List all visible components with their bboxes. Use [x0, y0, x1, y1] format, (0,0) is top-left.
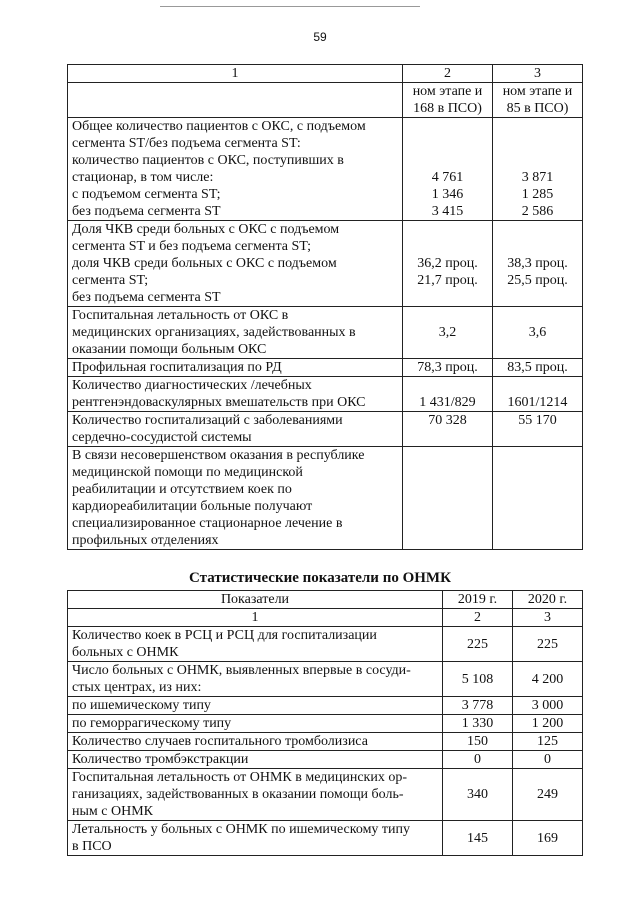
row-value-2019: 340 — [443, 769, 513, 821]
table-row — [68, 377, 583, 412]
label-line: Госпитальная летальность от ОКС в — [72, 308, 289, 323]
label-line: Общее количество пациентов с ОКС, с подъемом — [72, 119, 366, 134]
row-value-2019 — [403, 447, 493, 550]
label-line: сегмента ST и без подъема сегмента ST; — [72, 239, 311, 254]
row-value-2019: 3,2 — [403, 307, 493, 359]
value-line: 25,5 проц. — [507, 273, 568, 288]
row-value-2020 — [493, 118, 583, 221]
row-label: по ишемическому типу — [68, 697, 443, 715]
table-row — [68, 307, 583, 359]
column-number-row — [68, 65, 583, 83]
row-value-2020: 1 200 — [513, 715, 583, 733]
row-value-2019: 0 — [443, 751, 513, 769]
row-value-2019: 78,3 проц. — [403, 359, 493, 377]
table-row — [68, 715, 583, 733]
header-indicators: Показатели — [68, 591, 443, 609]
label-line: медицинских организациях, задействованных в — [72, 325, 356, 340]
row-label — [68, 447, 403, 550]
row-label: Количество случаев госпитального тромболизиса — [68, 733, 443, 751]
column-number-row — [68, 609, 583, 627]
table-row — [68, 118, 583, 221]
row-label — [68, 662, 443, 697]
row-value-2020 — [493, 221, 583, 307]
row-label — [68, 412, 403, 447]
label-line: рентгенэндоваскулярных вмешательств при ОКС — [72, 395, 366, 410]
header-2020: 2020 г. — [513, 591, 583, 609]
row-value-2020 — [493, 447, 583, 550]
oks-table — [67, 64, 583, 550]
row-value-2020: 169 — [513, 821, 583, 856]
col-number-1: 1 — [68, 609, 443, 627]
row-value-2019: 225 — [443, 627, 513, 662]
label-line: в ПСО — [72, 839, 112, 854]
subheader-col2 — [403, 83, 493, 118]
col-number-1: 1 — [68, 65, 403, 83]
value-line: 1 346 — [431, 187, 464, 202]
row-label — [68, 307, 403, 359]
row-value-2020: 3 000 — [513, 697, 583, 715]
label-line: Доля ЧКВ среди больных с ОКС с подъемом — [72, 222, 340, 237]
subheader-col2-line: ном этапе и — [412, 84, 483, 99]
row-value-2020: 125 — [513, 733, 583, 751]
label-line: оказании помощи больным ОКС — [72, 342, 267, 357]
label-line: В связи несовершенством оказания в республике — [72, 448, 365, 463]
value-line: 21,7 проц. — [417, 273, 478, 288]
label-line: Количество госпитализаций с заболеваниями — [72, 413, 343, 428]
label-line: кардиореабилитации больные получают — [72, 499, 313, 514]
value-line: 3 415 — [431, 204, 464, 219]
value-line: 38,3 проц. — [507, 256, 568, 271]
label-line: стых центрах, из них: — [72, 680, 202, 695]
row-value-2019 — [403, 221, 493, 307]
row-value-2020: 55 170 — [493, 412, 583, 447]
label-line: специализированное стационарное лечение в — [72, 516, 343, 531]
subheader-empty — [68, 83, 403, 118]
table-row — [68, 359, 583, 377]
table-row — [68, 821, 583, 856]
onmk-table-title: Статистические показатели по ОНМК — [189, 570, 451, 586]
row-value-2019 — [403, 118, 493, 221]
row-label: Количество тромбэкстракции — [68, 751, 443, 769]
label-line: количество пациентов с ОКС, поступивших в — [72, 153, 344, 168]
row-label — [68, 221, 403, 307]
label-line: сегмента ST; — [72, 273, 149, 288]
row-value-2020: 0 — [513, 751, 583, 769]
row-value-2019: 5 108 — [443, 662, 513, 697]
row-label — [68, 627, 443, 662]
label-line: профильных отделениях — [72, 533, 219, 548]
label-line: Госпитальная летальность от ОНМК в медицинских ор- — [72, 770, 408, 785]
label-line: сердечно-сосудистой системы — [72, 430, 252, 445]
table-row — [68, 221, 583, 307]
row-value-2019: 1 431/829 — [403, 377, 493, 412]
table-row — [68, 733, 583, 751]
row-label — [68, 821, 443, 856]
subheader-col3 — [493, 83, 583, 118]
label-line: Летальность у больных с ОНМК по ишемическому типу — [72, 822, 411, 837]
row-value-2019: 3 778 — [443, 697, 513, 715]
row-label — [68, 769, 443, 821]
value-line: 3 871 — [521, 170, 554, 185]
row-label — [68, 377, 403, 412]
row-value-2020: 4 200 — [513, 662, 583, 697]
subheader-row — [68, 83, 583, 118]
col-number-2: 2 — [443, 609, 513, 627]
table-row — [68, 697, 583, 715]
label-line: без подъема сегмента ST — [72, 204, 221, 219]
row-value-2020: 83,5 проц. — [493, 359, 583, 377]
row-label: по геморрагическому типу — [68, 715, 443, 733]
subheader-col3-line: 85 в ПСО) — [506, 101, 569, 116]
header-2019: 2019 г. — [443, 591, 513, 609]
subheader-col2-line: 168 в ПСО) — [413, 101, 482, 116]
row-value-2019: 1 330 — [443, 715, 513, 733]
label-line: стационар, в том числе: — [72, 170, 214, 185]
page-number: 59 — [313, 30, 327, 44]
row-value-2019: 145 — [443, 821, 513, 856]
table-row — [68, 751, 583, 769]
row-value-2019: 70 328 — [403, 412, 493, 447]
table-row — [68, 662, 583, 697]
label-line: Число больных с ОНМК, выявленных впервые в сосуди- — [72, 663, 411, 678]
table-row — [68, 769, 583, 821]
subheader-col3-line: ном этапе и — [502, 84, 573, 99]
label-line: реабилитации и отсутствием коек по — [72, 482, 292, 497]
label-line: без подъема сегмента ST — [72, 290, 221, 305]
label-line: сегмента ST/без подъема сегмента ST: — [72, 136, 301, 151]
row-label — [68, 359, 403, 377]
row-value-2020: 225 — [513, 627, 583, 662]
label-line: доля ЧКВ среди больных с ОКС с подъемом — [72, 256, 337, 271]
row-value-2020: 1601/1214 — [493, 377, 583, 412]
value-line: 1 285 — [521, 187, 554, 202]
label-line: Количество коек в РСЦ и РСЦ для госпитализации — [72, 628, 377, 643]
table-row — [68, 447, 583, 550]
label-line: Количество диагностических /лечебных — [72, 378, 312, 393]
col-number-3: 3 — [493, 65, 583, 83]
row-value-2019: 150 — [443, 733, 513, 751]
value-line: 36,2 проц. — [417, 256, 478, 271]
row-value-2020: 3,6 — [493, 307, 583, 359]
col-number-3: 3 — [513, 609, 583, 627]
table-row — [68, 412, 583, 447]
label-line: ным с ОНМК — [72, 804, 153, 819]
table-row — [68, 627, 583, 662]
label-line: медицинской помощи по медицинской — [72, 465, 303, 480]
value-line: 2 586 — [521, 204, 554, 219]
header-row — [68, 591, 583, 609]
value-line: 4 761 — [431, 170, 464, 185]
onmk-table — [67, 590, 583, 856]
row-label — [68, 118, 403, 221]
col-number-2: 2 — [403, 65, 493, 83]
row-value-2020: 249 — [513, 769, 583, 821]
label-line: ганизациях, задействованных в оказании помощи боль- — [72, 787, 404, 802]
label-line: больных с ОНМК — [72, 645, 179, 660]
scan-top-edge — [160, 6, 420, 7]
label-line: Профильная госпитализация по РД — [72, 360, 282, 375]
label-line: с подъемом сегмента ST; — [72, 187, 221, 202]
